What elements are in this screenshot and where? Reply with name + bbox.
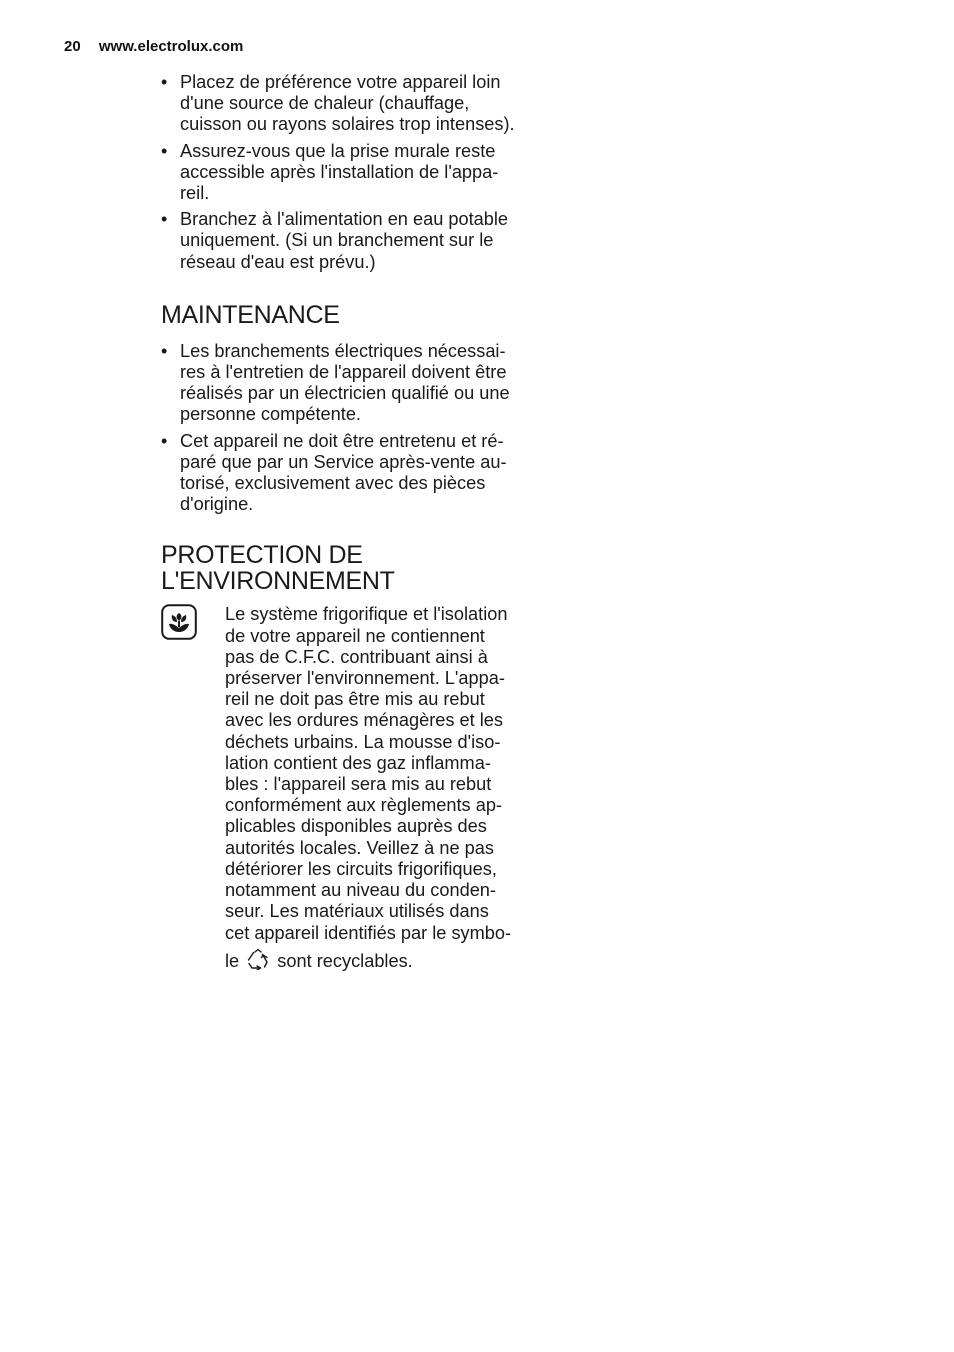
bullet-icon: •	[161, 72, 168, 92]
text-fragment: sont recyclables.	[277, 950, 413, 971]
list-item	[161, 141, 521, 205]
text-line: Assurez-vous que la prise murale reste	[180, 140, 496, 161]
text-line: Le système frigorifique et l'isolation	[225, 604, 508, 625]
bullet-icon: •	[161, 430, 168, 451]
text-line: préserver l'environnement. L'appa-	[225, 668, 505, 689]
text-line: Cet appareil ne doit être entretenu et ré-	[180, 430, 504, 451]
text-line: cet appareil identifiés par le symbo-	[225, 922, 512, 943]
text-line: réalisés par un électricien qualifié ou une	[180, 383, 510, 404]
text-line: torisé, exclusivement avec des pièces	[180, 473, 486, 494]
text-line: cuisson ou rayons solaires trop intenses).	[180, 114, 515, 135]
maintenance-heading: MAINTENANCE	[161, 300, 340, 329]
text-line: paré que par un Service après-vente au-	[180, 451, 507, 472]
list-item	[161, 72, 521, 136]
list-item	[161, 209, 521, 273]
text-line: conformément aux règlements ap-	[225, 795, 502, 816]
text-line: res à l'entretien de l'appareil doivent être	[180, 362, 507, 383]
heading-line: PROTECTION DE	[161, 541, 363, 570]
text-line: réseau d'eau est prévu.)	[180, 251, 376, 272]
bullet-icon: •	[161, 140, 168, 161]
text-line: reil.	[180, 183, 210, 204]
list-item	[161, 341, 521, 426]
text-line: bles : l'appareil sera mis au rebut	[225, 774, 492, 795]
text-line: uniquement. (Si un branchement sur le	[180, 230, 494, 251]
text-line: reil ne doit pas être mis au rebut	[225, 689, 485, 710]
text-line: accessible après l'installation de l'appa-	[180, 161, 499, 182]
page-header	[64, 38, 243, 55]
environment-block	[161, 604, 521, 971]
text-line: Les branchements électriques nécessai-	[180, 340, 506, 361]
text-line: d'origine.	[180, 494, 254, 515]
text-line: notamment au niveau du conden-	[225, 880, 496, 901]
text-fragment: le	[225, 950, 240, 971]
text-line: lation contient des gaz inflamma-	[225, 752, 491, 773]
text-line: pas de C.F.C. contribuant ainsi à	[225, 646, 488, 667]
page-number: 20	[64, 38, 81, 55]
text-line: personne compétente.	[180, 404, 361, 425]
text-line: seur. Les matériaux utilisés dans	[225, 901, 489, 922]
bullet-icon: •	[161, 209, 168, 230]
text-line: autorités locales. Veillez à ne pas	[225, 837, 494, 858]
text-line: déchets urbains. La mousse d'iso-	[225, 731, 501, 752]
text-line-last	[225, 948, 521, 972]
content-column	[161, 72, 521, 972]
heading-line: L'ENVIRONNEMENT	[161, 567, 395, 596]
text-line: détériorer les circuits frigorifiques,	[225, 858, 497, 879]
recycle-icon	[246, 948, 270, 970]
text-line: plicables disponibles auprès des	[225, 816, 487, 837]
text-line: Placez de préférence votre appareil loin	[180, 72, 501, 92]
text-line: avec les ordures ménagères et les	[225, 710, 504, 731]
maintenance-list	[161, 341, 521, 516]
text-line: d'une source de chaleur (chauffage,	[180, 93, 470, 114]
text-line: Branchez à l'alimentation en eau potable	[180, 209, 509, 230]
website-link[interactable]: www.electrolux.com	[98, 38, 244, 55]
text-line: de votre appareil ne contiennent	[225, 625, 485, 646]
list-item	[161, 431, 521, 516]
environment-heading	[161, 542, 521, 594]
intro-list	[161, 72, 521, 273]
bullet-icon: •	[161, 340, 168, 361]
environment-text	[225, 604, 521, 971]
eco-flower-icon	[161, 604, 197, 640]
